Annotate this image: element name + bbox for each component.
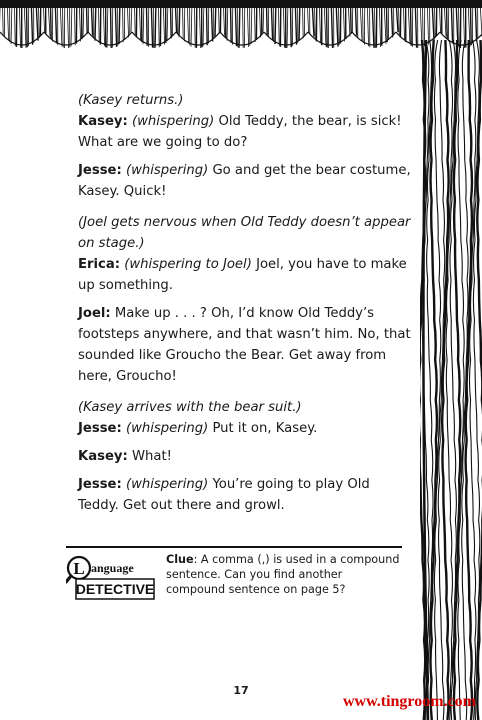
dialogue-line [78, 160, 414, 202]
divider [66, 546, 402, 548]
language-detective-logo [66, 551, 156, 603]
speaker: Joel: [78, 306, 111, 321]
dialogue-line [78, 418, 414, 439]
stage-direction-inline: (whispering) [125, 163, 209, 178]
clue-box [166, 552, 400, 597]
logo-letter: L [73, 559, 85, 578]
dialogue-line [78, 446, 414, 467]
dialogue-line [78, 474, 414, 516]
stage-direction: (Kasey arrives with the bear suit.) [78, 400, 302, 415]
speaker: Kasey: [78, 449, 128, 464]
dialogue-line [78, 111, 414, 153]
speaker: Jesse: [78, 477, 122, 492]
speaker: Jesse: [78, 421, 122, 436]
stage-direction-inline: (whispering) [125, 477, 209, 492]
clue-text: : A comma (,) is used in a compound sentence. Can you find another compound sentence on page 5? [166, 553, 400, 596]
watermark: www.tingroom.com [342, 693, 476, 710]
stage-direction-inline: (whispering) [125, 421, 209, 436]
dialogue-text: What! [127, 449, 172, 464]
side-curtain-illustration [420, 40, 482, 720]
speaker: Kasey: [78, 114, 128, 129]
play-script [78, 80, 414, 523]
curtain-valance-illustration [0, 0, 482, 60]
dialogue-line [78, 303, 414, 387]
dialogue-text: You’re going to play Old Teddy. Get out there and growl. [78, 477, 370, 513]
page-number: 17 [233, 684, 249, 697]
dialogue-text: Put it on, Kasey. [208, 421, 318, 436]
dialogue-text: Go and get the bear costume, Kasey. Quick! [78, 163, 411, 199]
dialogue-text: Old Teddy, the bear, is sick! What are we going to do? [78, 114, 402, 150]
stage-direction-inline: (whispering) [132, 114, 215, 129]
stage-direction: (Kasey returns.) [78, 93, 184, 108]
clue-label: Clue [166, 553, 194, 566]
dialogue-text: Joel, you have to make up something. [78, 257, 407, 293]
speaker: Jesse: [78, 163, 122, 178]
dialogue-text: Make up . . . ? Oh, I’d know Old Teddy’s footsteps anywhere, and that wasn’t him. No, that sounded like Groucho the Bear. Get away from here, Groucho! [78, 306, 411, 384]
stage-direction: (Joel gets nervous when Old Teddy doesn’t appear on stage.) [78, 215, 411, 251]
stage-direction-inline: (whispering to Joel) [124, 257, 252, 272]
speaker: Erica: [78, 257, 121, 272]
magnifier-handle-icon [66, 576, 71, 582]
logo-word-top: anguage [91, 561, 134, 575]
logo-word-bottom: DETECTIVE [75, 581, 155, 597]
dialogue-line [78, 254, 414, 296]
